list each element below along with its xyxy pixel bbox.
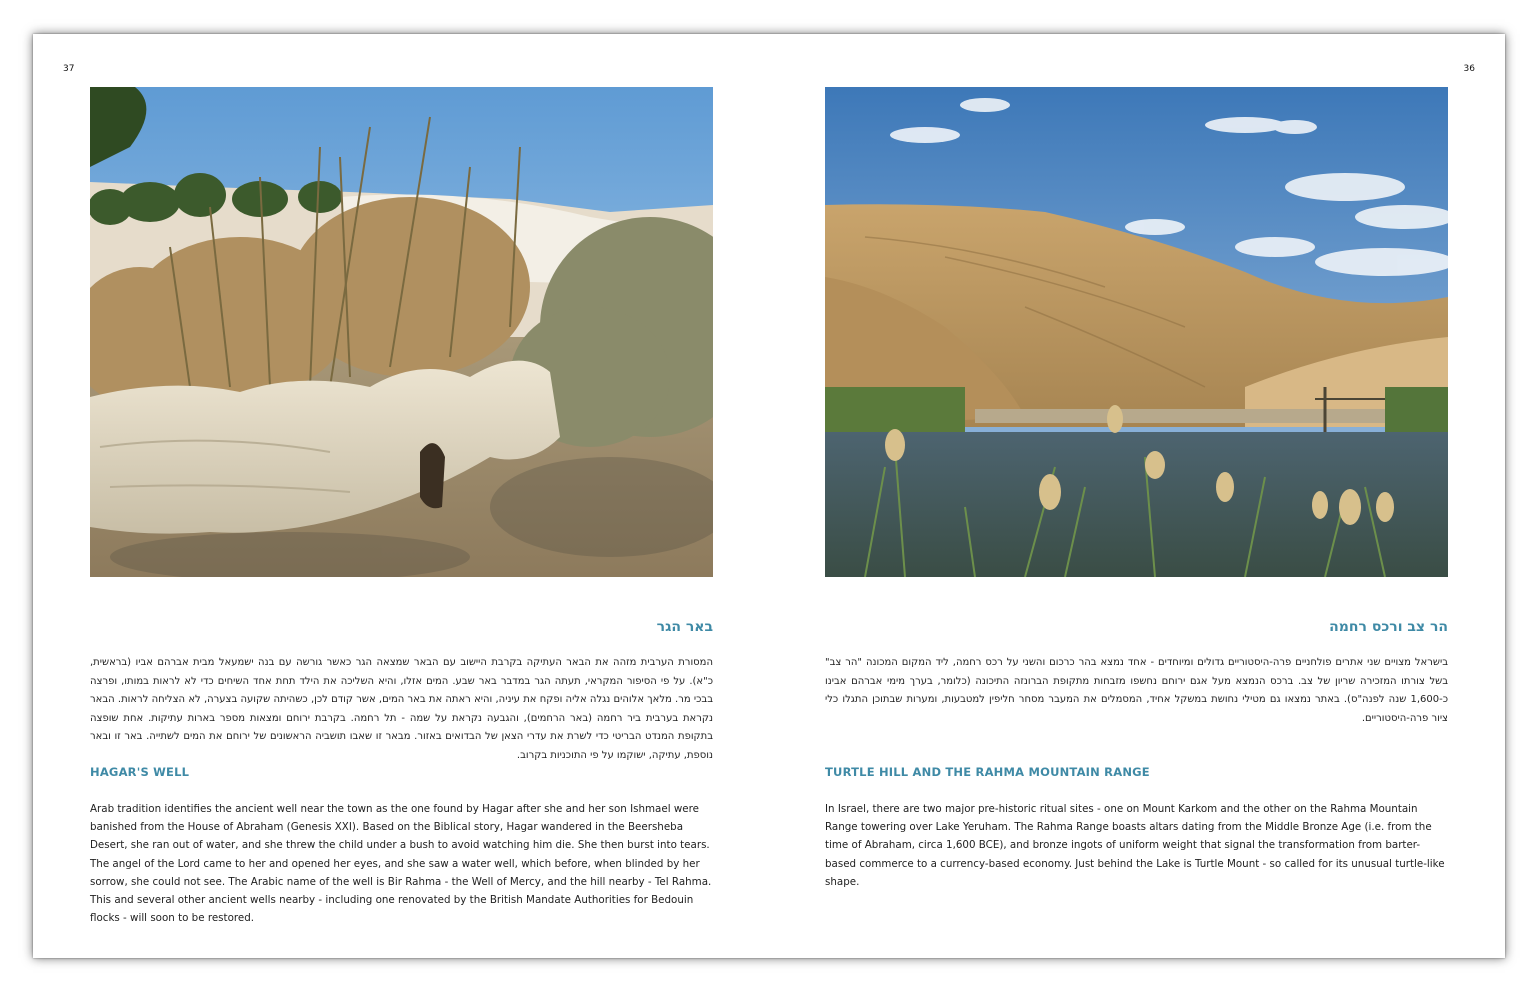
english-body-right: In Israel, there are two major pre-historic ritual sites - one on Mount Karkom and the other on the Rahma Mountain Range towering over Lake Yeruham. The Rahma Range boasts altars dating from the Middle Bronze Age (i.e. from the time of Abraham, circa 1,600 BCE), and bronze ingots of uniform weight that signal the transformation from barter-based commerce to a currency-based economy. Just behind the Lake is Turtle Mount - so called for its unusual turtle-like shape. <box>825 803 1445 888</box>
book-spread <box>33 34 1505 958</box>
english-title-left: HAGAR'S WELL <box>90 765 190 779</box>
hebrew-body-left: המסורת הערבית מזהה את הבאר העתיקה בקרבת היישוב עם הבאר שמצאה הגר כאשר גורשה עם בנה ישמעאל מבית אברהם אביו (בראשית, כ"א). על פי הסיפור המקראי, תעתה הגר במדבר באר שבע. המים אזלו, והיא השליכה את הילד תחת אחד השיחים כדי לא לראות במותו, ופרצה בבכי מר. מלאך אלוהים נגלה אליה ופקח את עיניה, והיא ראתה את באר המים, אשר קודם לכן, כשהיתה שקועה בצערה, לא הצליחה לראות. הבאר נקראת בערבית ביר רחמה (באר הרחמים), והגבעה נקראת על שמה - תל רחמה. בקרבת ירוחם ומצאות מספר בארות עתיקות. אחת שופצה בתקופת המנדט הבריטי כדי לשרת את עדרי הצאן של הבדואים באזור. מבאר זו שאבו תושביה הראשונים של ירוחם את המים לשתייה. באר זו ובאר נוספת, עתיקה, ישוקמו על פי התוכניות בקרוב. <box>90 657 713 761</box>
english-body-left: Arab tradition identifies the ancient well near the town as the one found by Hagar after she and her son Ishmael were banished from the House of Abraham (Genesis XXI). Based on the Biblical story, Hagar wandered in the Beersheba Desert, she ran out of water, and she threw the child under a bush to avoid watching him die. She then burst into tears. The angel of the Lord came to her and opened her eyes, and she saw a water well, which before, when blinded by her sorrow, she could not see. The Arabic name of the well is Bir Rahma - the Well of Mercy, and the hill nearby - Tel Rahma. This and several other ancient wells nearby - including one renovated by the British Mandate Authorities for Bedouin flocks - will soon to be restored. <box>90 803 712 925</box>
photo-hagars-well <box>90 87 713 577</box>
hebrew-title-left: באר הגר <box>656 619 713 635</box>
photo-turtle-hill <box>825 87 1448 577</box>
page-number-right: 36 <box>1463 64 1475 74</box>
hebrew-body-right: בישראל מצויים שני אתרים פולחניים פרה-היסטוריים גדולים ומיוחדים - אחד נמצא בהר כרכום והשני על רכס רחמה, ליד המקום המכונה "הר צב" בשל צורתו המזכירה שריון של צב. ברכס הנמצא מעל אגם ירוחם נחשפו מזבחות מתקופת הברונזה התיכונה (כלומר, בערך מימי אברהם אבינו כ-1,600 שנה לפנה"ס). באתר נמצאו גם מטילי נחושת במשקל אחיד, המסמלים את המעבר מסחר חליפין למטבעות, ומערות שבתוכן התגלו כלי ציור פרה-היסטוריים. <box>825 657 1448 724</box>
page-number-left: 37 <box>63 64 75 74</box>
english-title-right: TURTLE HILL AND THE RAHMA MOUNTAIN RANGE <box>825 765 1150 779</box>
hebrew-title-right: הר צב ורכס רחמה <box>1329 619 1448 635</box>
